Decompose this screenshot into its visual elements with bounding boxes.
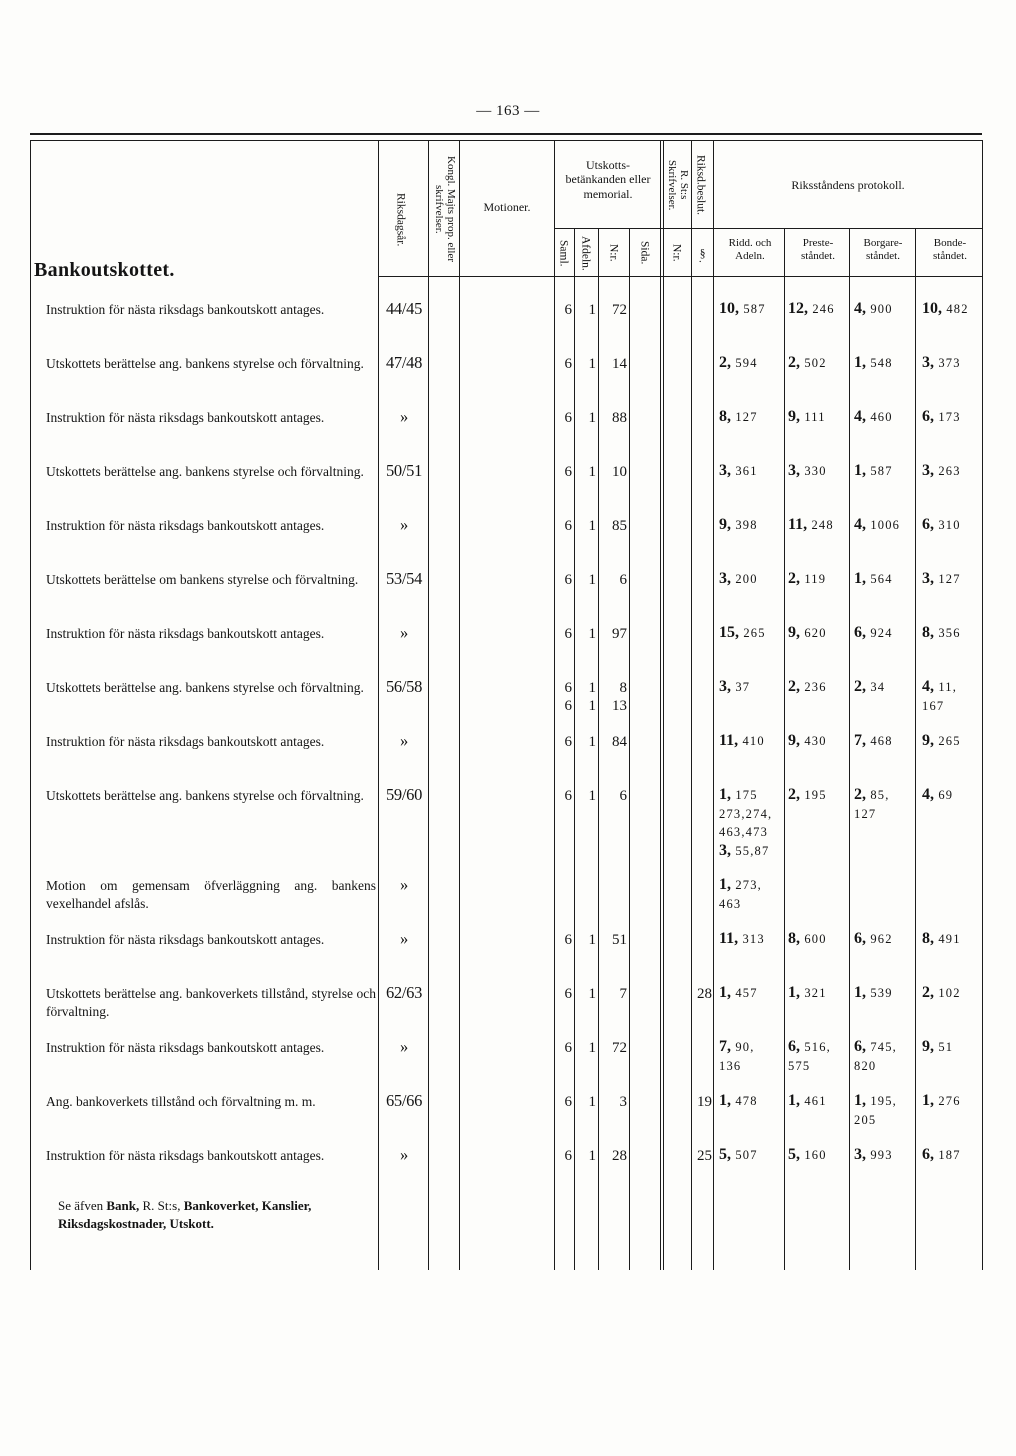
col-rule-preste: [849, 228, 850, 1270]
cell-afdeln: 1: [588, 986, 596, 1002]
cell-saml: 6: [564, 410, 572, 426]
cell-saml: 6: [564, 572, 572, 588]
col-rule-motion: [459, 140, 460, 1270]
cell-preste: 9, 111: [788, 408, 826, 425]
cell-saml: 6 6: [564, 680, 572, 714]
cell-borgare: 1, 587: [854, 462, 893, 479]
cell-borgare: 7, 468: [854, 732, 893, 749]
cell-saml: 6: [564, 518, 572, 534]
cell-saml: 6: [564, 302, 572, 318]
cell-saml: 6: [564, 1094, 572, 1110]
cell-nr: 7: [619, 986, 627, 1002]
col-rule-year: [378, 140, 379, 1270]
cell-bonde: 8, 491: [922, 930, 961, 947]
page-number: — 163 —: [476, 103, 540, 119]
cell-preste: 2, 236: [788, 678, 827, 695]
cell-afdeln: 1: [588, 932, 596, 948]
cell-nr: 8 13: [612, 680, 627, 714]
see-also: [58, 1197, 378, 1233]
cell-ridd: 1, 273, 463: [719, 876, 762, 911]
row-description: Instruktion för nästa riksdags bankoutskott antages.: [46, 410, 325, 425]
cell-afdeln: 1: [588, 410, 596, 426]
cell-borgare: 4, 460: [854, 408, 893, 425]
cell-saml: 6: [564, 986, 572, 1002]
cell-borgare: 2, 85, 127: [854, 786, 890, 821]
cell-ridd: 15, 265: [719, 624, 766, 641]
cell-nr: 10: [612, 464, 627, 480]
cell-bonde: 6, 187: [922, 1146, 961, 1163]
cell-bonde: 6, 310: [922, 516, 961, 533]
cell-ridd: 3, 361: [719, 462, 758, 479]
cell-bonde: 3, 127: [922, 570, 961, 587]
col-rule-rsts-a: [660, 140, 661, 1270]
cell-borgare: 1, 195, 205: [854, 1092, 897, 1127]
cell-ridd: 8, 127: [719, 408, 758, 425]
cell-preste: 2, 502: [788, 354, 827, 371]
cell-preste: 9, 430: [788, 732, 827, 749]
see-also-bank: Bank,: [106, 1198, 140, 1213]
cell-saml: 6: [564, 464, 572, 480]
cell-preste: 9, 620: [788, 624, 827, 641]
row-year: »: [400, 623, 408, 642]
row-description: Instruktion för nästa riksdags bankoutskott antages.: [46, 626, 325, 641]
cell-paragraph: 28: [697, 986, 712, 1002]
cell-nr: 72: [612, 1040, 627, 1056]
cell-borgare: 3, 993: [854, 1146, 893, 1163]
cell-nr: 6: [619, 572, 627, 588]
cell-nr: 97: [612, 626, 627, 642]
cell-bonde: 2, 102: [922, 984, 961, 1001]
row-description: Utskottets berättelse ang. bankens styrelse och förvaltning.: [46, 464, 364, 479]
row-year: 47/48: [385, 353, 423, 372]
cell-ridd: 11, 410: [719, 732, 765, 749]
row-description: Utskottets berättelse om bankens styrelse och förvaltning.: [46, 572, 359, 587]
cell-nr: 85: [612, 518, 627, 534]
row-description: Utskottets berättelse ang. bankens styrelse och förvaltning.: [46, 788, 364, 803]
cell-bonde: 3, 373: [922, 354, 961, 371]
header-sida: Sida.: [638, 241, 651, 265]
cell-nr: 3: [619, 1094, 627, 1110]
header-ridd: Ridd. och Adeln.: [728, 237, 772, 263]
cell-ridd: 9, 398: [719, 516, 758, 533]
cell-borgare: 4, 1006: [854, 516, 901, 533]
cell-saml: 6: [564, 626, 572, 642]
cell-afdeln: 1: [588, 1148, 596, 1164]
cell-ridd: 5, 507: [719, 1146, 758, 1163]
header-bottom-rule: [378, 276, 982, 277]
col-rule-ridd: [784, 228, 785, 1270]
cell-afdeln: 1: [588, 518, 596, 534]
row-year: 62/63: [385, 983, 423, 1002]
cell-ridd: 1, 478: [719, 1092, 758, 1109]
header-utskott-group: Utskotts-betänkanden eller memorial.: [565, 158, 651, 201]
cell-nr: 28: [612, 1148, 627, 1164]
cell-borgare: 1, 548: [854, 354, 893, 371]
header-borgare: Borgare-ståndet.: [863, 237, 903, 263]
top-rule: [30, 133, 982, 135]
row-year: »: [400, 875, 408, 894]
row-description: Instruktion för nästa riksdags bankoutskott antages.: [46, 518, 325, 533]
see-also-rsts: R. St:s,: [139, 1198, 184, 1213]
cell-bonde: 8, 356: [922, 624, 961, 641]
cell-ridd: 11, 313: [719, 930, 765, 947]
cell-nr: 84: [612, 734, 627, 750]
left-border: [30, 140, 31, 1270]
cell-afdeln: 1: [588, 356, 596, 372]
cell-bonde: 3, 263: [922, 462, 961, 479]
cell-ridd: 1, 457: [719, 984, 758, 1001]
row-year: 44/45: [385, 299, 423, 318]
row-year: »: [400, 731, 408, 750]
header-riksdbeslut: Riksd.beslut.: [694, 154, 707, 216]
cell-afdeln: 1: [588, 788, 596, 804]
cell-afdeln: 1: [588, 302, 596, 318]
row-description: Instruktion för nästa riksdags bankoutskott antages.: [46, 1040, 325, 1055]
row-description: Instruktion för nästa riksdags bankoutskott antages.: [46, 1148, 325, 1163]
row-description: Utskottets berättelse ang. bankoverkets tillstånd, styrelse och förvaltning.: [46, 986, 376, 1019]
cell-saml: 6: [564, 356, 572, 372]
row-year: 59/60: [385, 785, 423, 804]
row-description: Instruktion för nästa riksdags bankoutskott antages.: [46, 302, 325, 317]
cell-afdeln: 1: [588, 734, 596, 750]
subheader-rule: [554, 228, 982, 229]
col-rule-borg: [915, 228, 916, 1270]
cell-saml: 6: [564, 932, 572, 948]
row-description: Instruktion för nästa riksdags bankoutskott antages.: [46, 932, 325, 947]
row-year: 56/58: [385, 677, 423, 696]
header-paragraph: §.: [696, 247, 709, 263]
cell-preste: 1, 461: [788, 1092, 827, 1109]
header-rsts-nr: N:r.: [670, 244, 683, 262]
header-saml: Saml.: [557, 239, 570, 267]
row-year: 53/54: [385, 569, 423, 588]
cell-bonde: 6, 173: [922, 408, 961, 425]
col-rule-rsts-b: [663, 140, 664, 1270]
cell-preste: 8, 600: [788, 930, 827, 947]
cell-preste: 2, 195: [788, 786, 827, 803]
cell-preste: 6, 516, 575: [788, 1038, 831, 1073]
row-description: Instruktion för nästa riksdags bankoutskott antages.: [46, 734, 325, 749]
cell-afdeln: 1: [588, 626, 596, 642]
cell-bonde: 4, 11, 167: [922, 678, 958, 713]
top-rule-thin: [30, 140, 982, 141]
cell-afdeln: 1: [588, 1094, 596, 1110]
row-year: »: [400, 407, 408, 426]
header-afdeln: Afdeln.: [579, 235, 592, 271]
row-description: Utskottets berättelse ang. bankens styrelse och förvaltning.: [46, 680, 364, 695]
cell-ridd: 10, 587: [719, 300, 766, 317]
see-also-prefix: Se äfven: [58, 1198, 107, 1213]
cell-preste: 5, 160: [788, 1146, 827, 1163]
cell-saml: 6: [564, 788, 572, 804]
row-description: Utskottets berättelse ang. bankens styrelse och förvaltning.: [46, 356, 364, 371]
header-kongl: Kongl. Majts prop. eller skrifvelser.: [432, 155, 457, 262]
cell-preste: 11, 248: [788, 516, 834, 533]
cell-paragraph: 19: [697, 1094, 712, 1110]
row-year: »: [400, 515, 408, 534]
row-description: Motion om gemensam öfverläggning ang. bankens vexelhandel afslås.: [46, 878, 376, 911]
cell-borgare: 1, 564: [854, 570, 893, 587]
cell-bonde: 9, 265: [922, 732, 961, 749]
cell-ridd: 3, 200: [719, 570, 758, 587]
right-border: [982, 140, 983, 1270]
cell-borgare: 1, 539: [854, 984, 893, 1001]
col-rule-nr: [629, 228, 630, 1270]
row-year: »: [400, 929, 408, 948]
header-rsts-group: R. St:s Skrifvelser.: [665, 159, 690, 211]
header-protokoll-group: Riksståndens protokoll.: [791, 178, 905, 192]
header-motioner: Motioner.: [483, 200, 531, 214]
cell-saml: 6: [564, 1148, 572, 1164]
cell-preste: 1, 321: [788, 984, 827, 1001]
cell-nr: 72: [612, 302, 627, 318]
cell-afdeln: 1: [588, 464, 596, 480]
row-description: Ang. bankoverkets tillstånd och förvaltning m. m.: [46, 1094, 316, 1109]
cell-bonde: 10, 482: [922, 300, 969, 317]
cell-bonde: 9, 51: [922, 1038, 954, 1055]
cell-preste: 3, 330: [788, 462, 827, 479]
cell-borgare: 4, 900: [854, 300, 893, 317]
cell-borgare: 2, 34: [854, 678, 886, 695]
cell-nr: 88: [612, 410, 627, 426]
cell-nr: 51: [612, 932, 627, 948]
cell-nr: 6: [619, 788, 627, 804]
header-nr: N:r.: [607, 244, 620, 262]
row-year: 50/51: [385, 461, 423, 480]
cell-ridd: 2, 594: [719, 354, 758, 371]
cell-paragraph: 25: [697, 1148, 712, 1164]
cell-nr: 14: [612, 356, 627, 372]
header-riksdagsar: Riksdagsår.: [394, 193, 407, 247]
cell-preste: 12, 246: [788, 300, 835, 317]
header-preste: Preste-ståndet.: [801, 237, 835, 263]
row-year: 65/66: [385, 1091, 423, 1110]
row-year: »: [400, 1145, 408, 1164]
cell-preste: 2, 119: [788, 570, 827, 587]
cell-ridd: 7, 90, 136: [719, 1038, 755, 1073]
col-rule-protokoll: [713, 140, 714, 1270]
header-bonde: Bonde-ståndet.: [933, 237, 967, 263]
row-year: »: [400, 1037, 408, 1056]
cell-afdeln: 1: [588, 572, 596, 588]
cell-bonde: 4, 69: [922, 786, 954, 803]
cell-ridd: 1, 175 273,274, 463,473 3, 55,87: [719, 786, 773, 859]
cell-saml: 6: [564, 734, 572, 750]
section-title: Bankoutskottet.: [34, 259, 175, 281]
cell-afdeln: 1 1: [588, 680, 596, 714]
cell-bonde: 1, 276: [922, 1092, 961, 1109]
cell-saml: 6: [564, 1040, 572, 1056]
cell-ridd: 3, 37: [719, 678, 751, 695]
cell-borgare: 6, 962: [854, 930, 893, 947]
cell-borgare: 6, 924: [854, 624, 893, 641]
cell-afdeln: 1: [588, 1040, 596, 1056]
see-also-rest: Bankoverket, Kanslier, Riksdagskostnader, Utskott.: [58, 1198, 312, 1231]
col-rule-kongl: [428, 140, 429, 1270]
cell-borgare: 6, 745, 820: [854, 1038, 897, 1073]
